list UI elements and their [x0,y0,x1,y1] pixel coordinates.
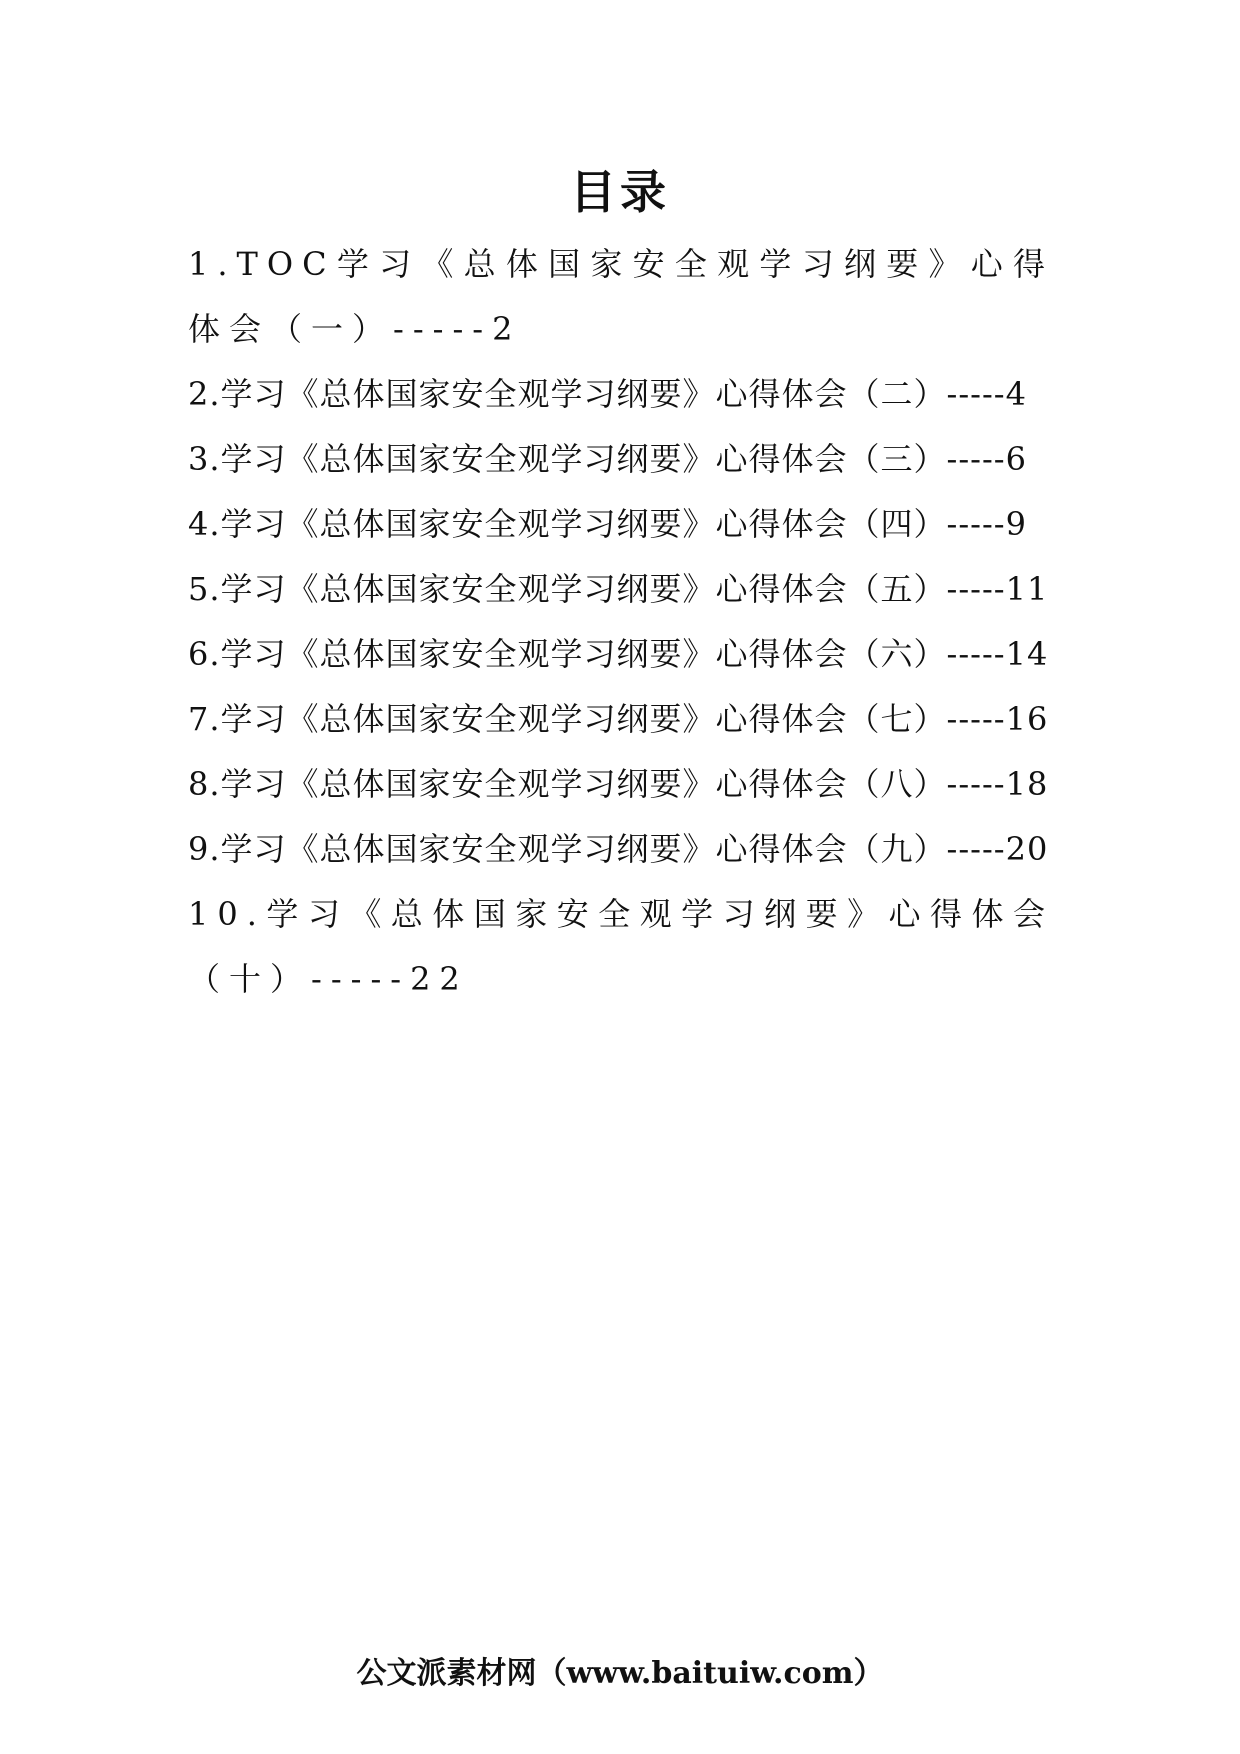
toc-entry-8[interactable]: 8.学习《总体国家安全观学习纲要》心得体会（八）-----18 [188,765,1049,803]
toc-entry-3[interactable]: 3.学习《总体国家安全观学习纲要》心得体会（三）-----6 [188,440,1027,478]
toc-entry-4[interactable]: 4.学习《总体国家安全观学习纲要》心得体会（四）-----9 [188,505,1027,543]
toc-entry-9[interactable]: 9.学习《总体国家安全观学习纲要》心得体会（九）-----20 [188,830,1049,868]
toc-entry-5[interactable]: 5.学习《总体国家安全观学习纲要》心得体会（五）-----11 [188,570,1049,608]
footer-watermark: 公文派素材网（www.baituiw.com） [356,1656,884,1691]
toc-entry-6[interactable]: 6.学习《总体国家安全观学习纲要》心得体会（六）-----14 [188,635,1049,673]
toc-entry-10[interactable]: 10.学习《总体国家安全观学习纲要》心得体会（十）-----22 [188,895,1054,998]
toc-entry-1[interactable]: 1.TOC学习《总体国家安全观学习纲要》心得体会（一）-----2 [188,245,1054,348]
table-of-contents [188,232,1054,1012]
page-title: 目录 [570,165,670,219]
toc-entry-7[interactable]: 7.学习《总体国家安全观学习纲要》心得体会（七）-----16 [188,700,1049,738]
toc-entry-2[interactable]: 2.学习《总体国家安全观学习纲要》心得体会（二）-----4 [188,375,1027,413]
